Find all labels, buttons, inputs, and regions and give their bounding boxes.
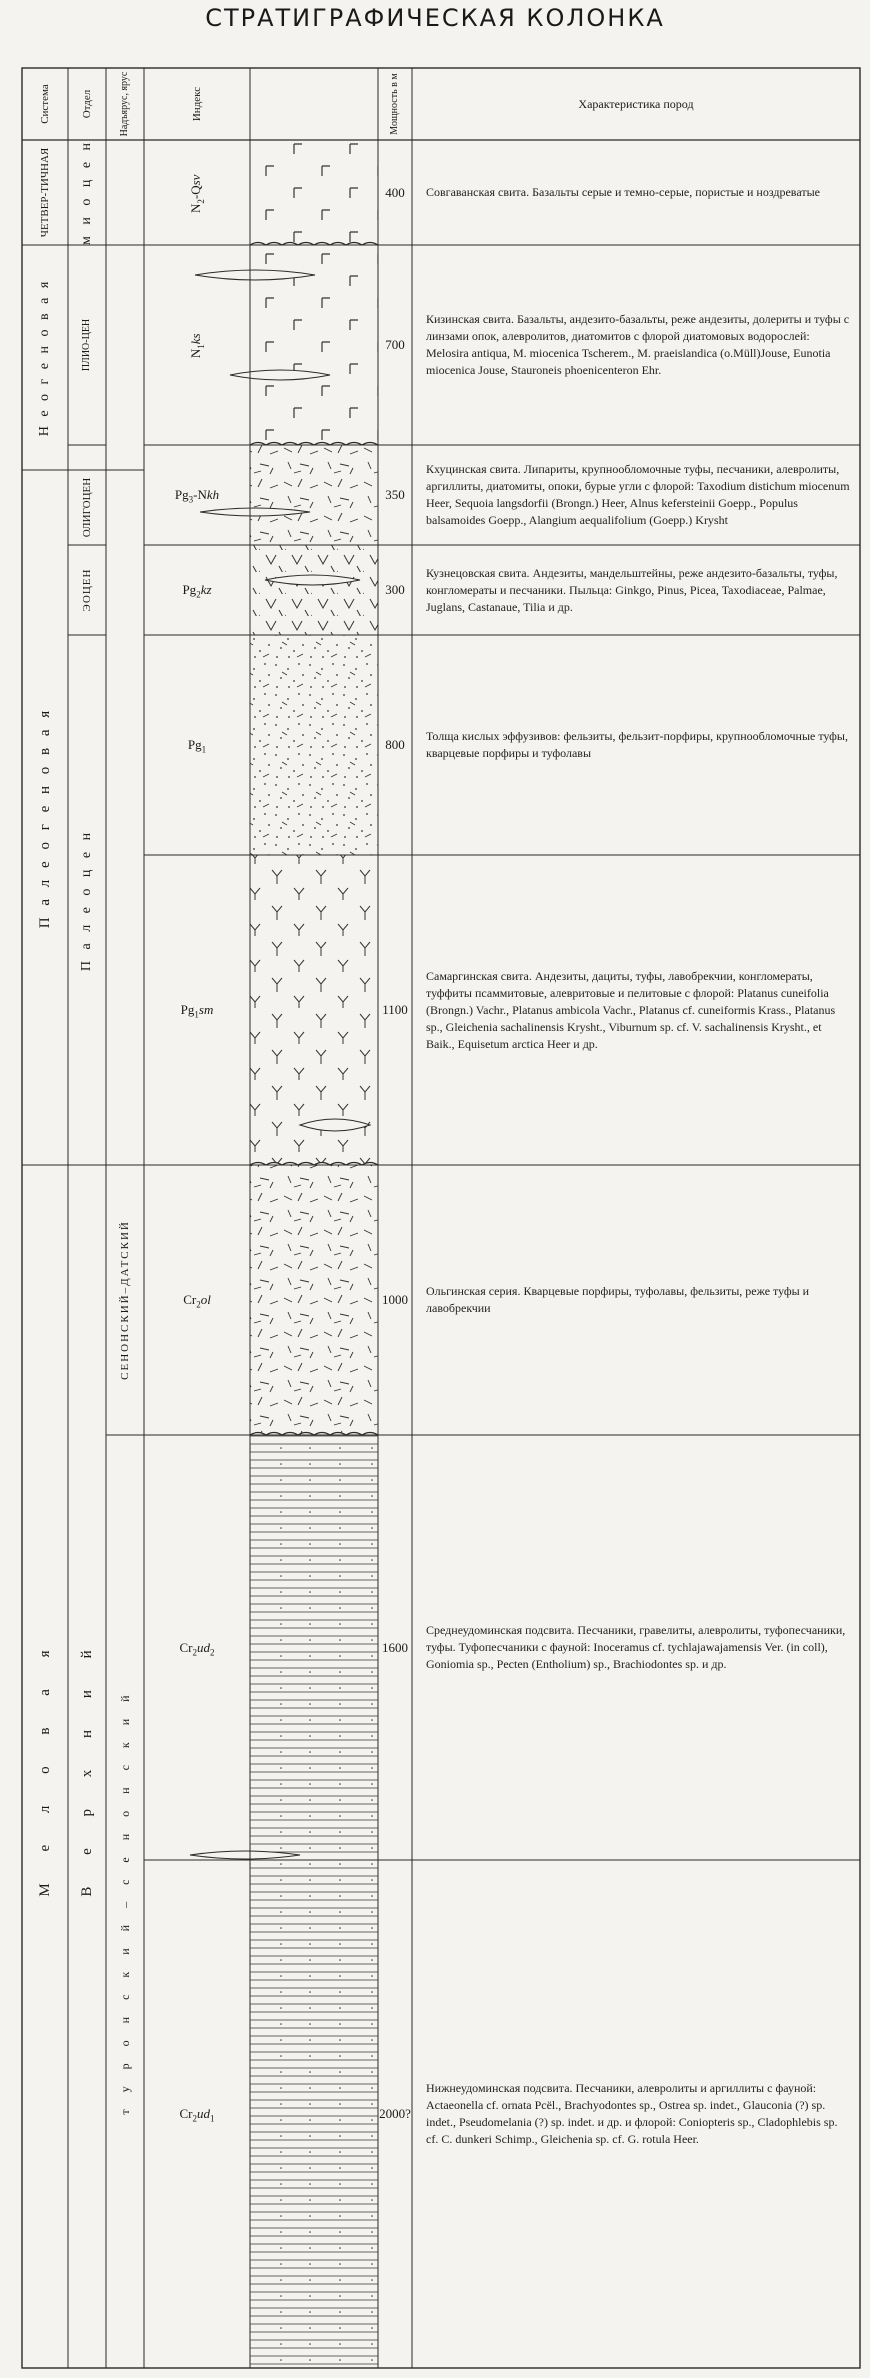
stage-turonskiy-senonskiy: т у р о н с к и й – с е н о н с к и й <box>118 1688 132 2115</box>
series-verhniy: В е р х н и й <box>79 1636 95 1897</box>
unit-index-4: $Pg_2kz$ <box>182 582 212 600</box>
unit-description-4: Кузнецовская свита. Андезиты, мандельштейны, реже андезито-базальты, туфы, конгломераты и песчаники. Пыльца: Ginkgo, Pinus, Picea, Taxodiaceae, Palmae, Juglans, Castanaue, Tilia и др. <box>426 565 838 614</box>
unit-index-1: $N_2$-Qsv <box>188 174 206 213</box>
unit-description-2: Кизинская свита. Базальты, андезито-базальты, реже андезиты, долериты и туфы с линзами опок, алевролитов, диатомитов с флорой диатомовых водорослей: Melosira antiqua, M. miocenica Tscherem., M. praeislandica (o.Müll)Jouse, Eunotia miocenica Jouse, Stauroneis phoenicenteron Ehr. <box>426 312 850 378</box>
unit-thickness-5: 800 <box>385 737 405 752</box>
series-eocen: ЭОЦЕН <box>81 568 93 612</box>
unit-description-8: Среднеудоминская подсвита. Песчаники, гравелиты, алевролиты, туфопесчаники, туфы. Туфопесчаники с фауной: Inoceramus cf. tychlajawajamensis Ver. (in coll), Goniomia sp., Pecten (Entholium) sp., Brachiodontes sp. и др. <box>426 1623 846 1672</box>
lithology-fill-7 <box>250 1165 378 1435</box>
unit-thickness-2: 700 <box>385 337 405 352</box>
unit-description-9: Нижнеудоминская подсвита. Песчаники, алевролиты и аргиллиты с фауной: Actaeonella cf. ornata Pcël., Brachyodontes sp., Ostrea sp. indet., Glauconia (?) sp. indet., Pseudomelania (?) sp. indet. и др. и флорой: Coniopteris sp., Cladophlebis sp. cf. C. dunkeri Schimp., Gleichenia sp. cf. G. rotula Heer. <box>426 2081 838 2147</box>
lithology-fill-3 <box>250 445 378 545</box>
header-index: Индекс <box>191 86 203 122</box>
unit-thickness-7: 1000 <box>382 1292 408 1307</box>
series-pliocen: ПЛИО-ЦЕН <box>81 318 92 372</box>
header-sistema: Система <box>39 84 51 124</box>
series-paleocen: П а л е о ц е н <box>79 828 94 972</box>
unit-description-6: Самаргинская свита. Андезиты, дациты, туфы, лавобрекчии, конгломераты, туффиты псаммитовые, алевритовые и пелитовые с флорой: Platanus cuneifolia (Brongn.) Vachr., Platanus ambicola Vachr., Platanus cf. cuneiformis Krass., Platanus sp., Gleichenia sachalinensis Krysht., Viburnum sp. cf. V. sachalinensis Krysht., et Baik., Equisetum arctica Heer и др. <box>426 968 836 1051</box>
unit-thickness-8: 1600 <box>382 1639 408 1655</box>
unit-index-5: $Pg_1$ <box>187 737 207 755</box>
unit-index-6: $Pg_1sm$ <box>180 1002 214 1020</box>
header-moshchnost: Мощность в м <box>389 73 400 135</box>
header-otdel: Отдел <box>81 89 93 119</box>
stage-senonskiy-datskiy: СЕНОНСКИЙ–ДАТСКИЙ <box>119 1220 131 1380</box>
lithology-fill-6 <box>250 855 378 1165</box>
lithology-fill-4 <box>250 545 378 635</box>
lithology-fill-9 <box>250 1860 378 2368</box>
system-paleogenovaya: П а л е о г е н о в а я <box>37 706 53 929</box>
header-harakteristika: Характеристика пород <box>578 97 694 111</box>
table-frame <box>22 68 860 2368</box>
unit-thickness-6: 1100 <box>382 1002 408 1017</box>
series-miocen: м и о ц е н <box>79 138 94 245</box>
series-oligocen: ОЛИГОЦЕН <box>81 477 93 538</box>
lithology-fill-8 <box>250 1435 378 1860</box>
unit-index-7: $Cr_2ol$ <box>183 1292 211 1310</box>
unit-thickness-9: 2000? <box>379 2106 411 2121</box>
unit-index-2: $N_1ks$ <box>188 333 206 359</box>
unit-thickness-4: 300 <box>385 582 405 597</box>
unit-description-5: Толща кислых эффузивов: фельзиты, фельзит-порфиры, крупнообломочные туфы, кварцевые порфиры и туфолавы <box>426 729 848 761</box>
header-nadyarus: Надъярус, ярус <box>119 71 130 137</box>
unit-description-1: Совгаванская свита. Базальты серые и темно-серые, пористые и ноздреватые <box>426 185 820 199</box>
lithology-fill-1 <box>250 140 378 245</box>
unit-thickness-1: 400 <box>385 184 405 200</box>
unit-description-3: Кхуцинская свита. Липариты, крупнообломочные туфы, песчаники, алевролиты, аргиллиты, диатомиты, опоки, бурые угли с флорой: Taxodium distichum miocenum Heer, Sequoia langsdorfii (Brongn.) Heer, Alnus kefersteinii Goepp., Populus balsamoides Goepp., Alangium aequalifolium (Goepp.) Krysht <box>426 462 850 528</box>
unit-description-7: Ольгинская серия. Кварцевые порфиры, туфолавы, фельзиты, реже туфы и лавобрекчии <box>426 1284 810 1316</box>
unit-index-9: $Cr_2ud_1$ <box>179 2106 215 2124</box>
unit-thickness-3: 350 <box>385 487 405 502</box>
unit-index-3: $Pg_3$-Nkh <box>174 487 220 505</box>
system-melovaya: М е л о в а я <box>37 1636 53 1897</box>
page-title: СТРАТИГРАФИЧЕСКАЯ КОЛОНКА <box>205 4 665 32</box>
system-neogenovaya: Н е о г е н о в а я <box>37 278 52 437</box>
unit-index-8: $Cr_2ud_2$ <box>179 1639 215 1658</box>
lithology-fill-5 <box>250 635 378 855</box>
system-chetvertichnaya: ЧЕТВЕР-ТИЧНАЯ <box>39 147 51 238</box>
